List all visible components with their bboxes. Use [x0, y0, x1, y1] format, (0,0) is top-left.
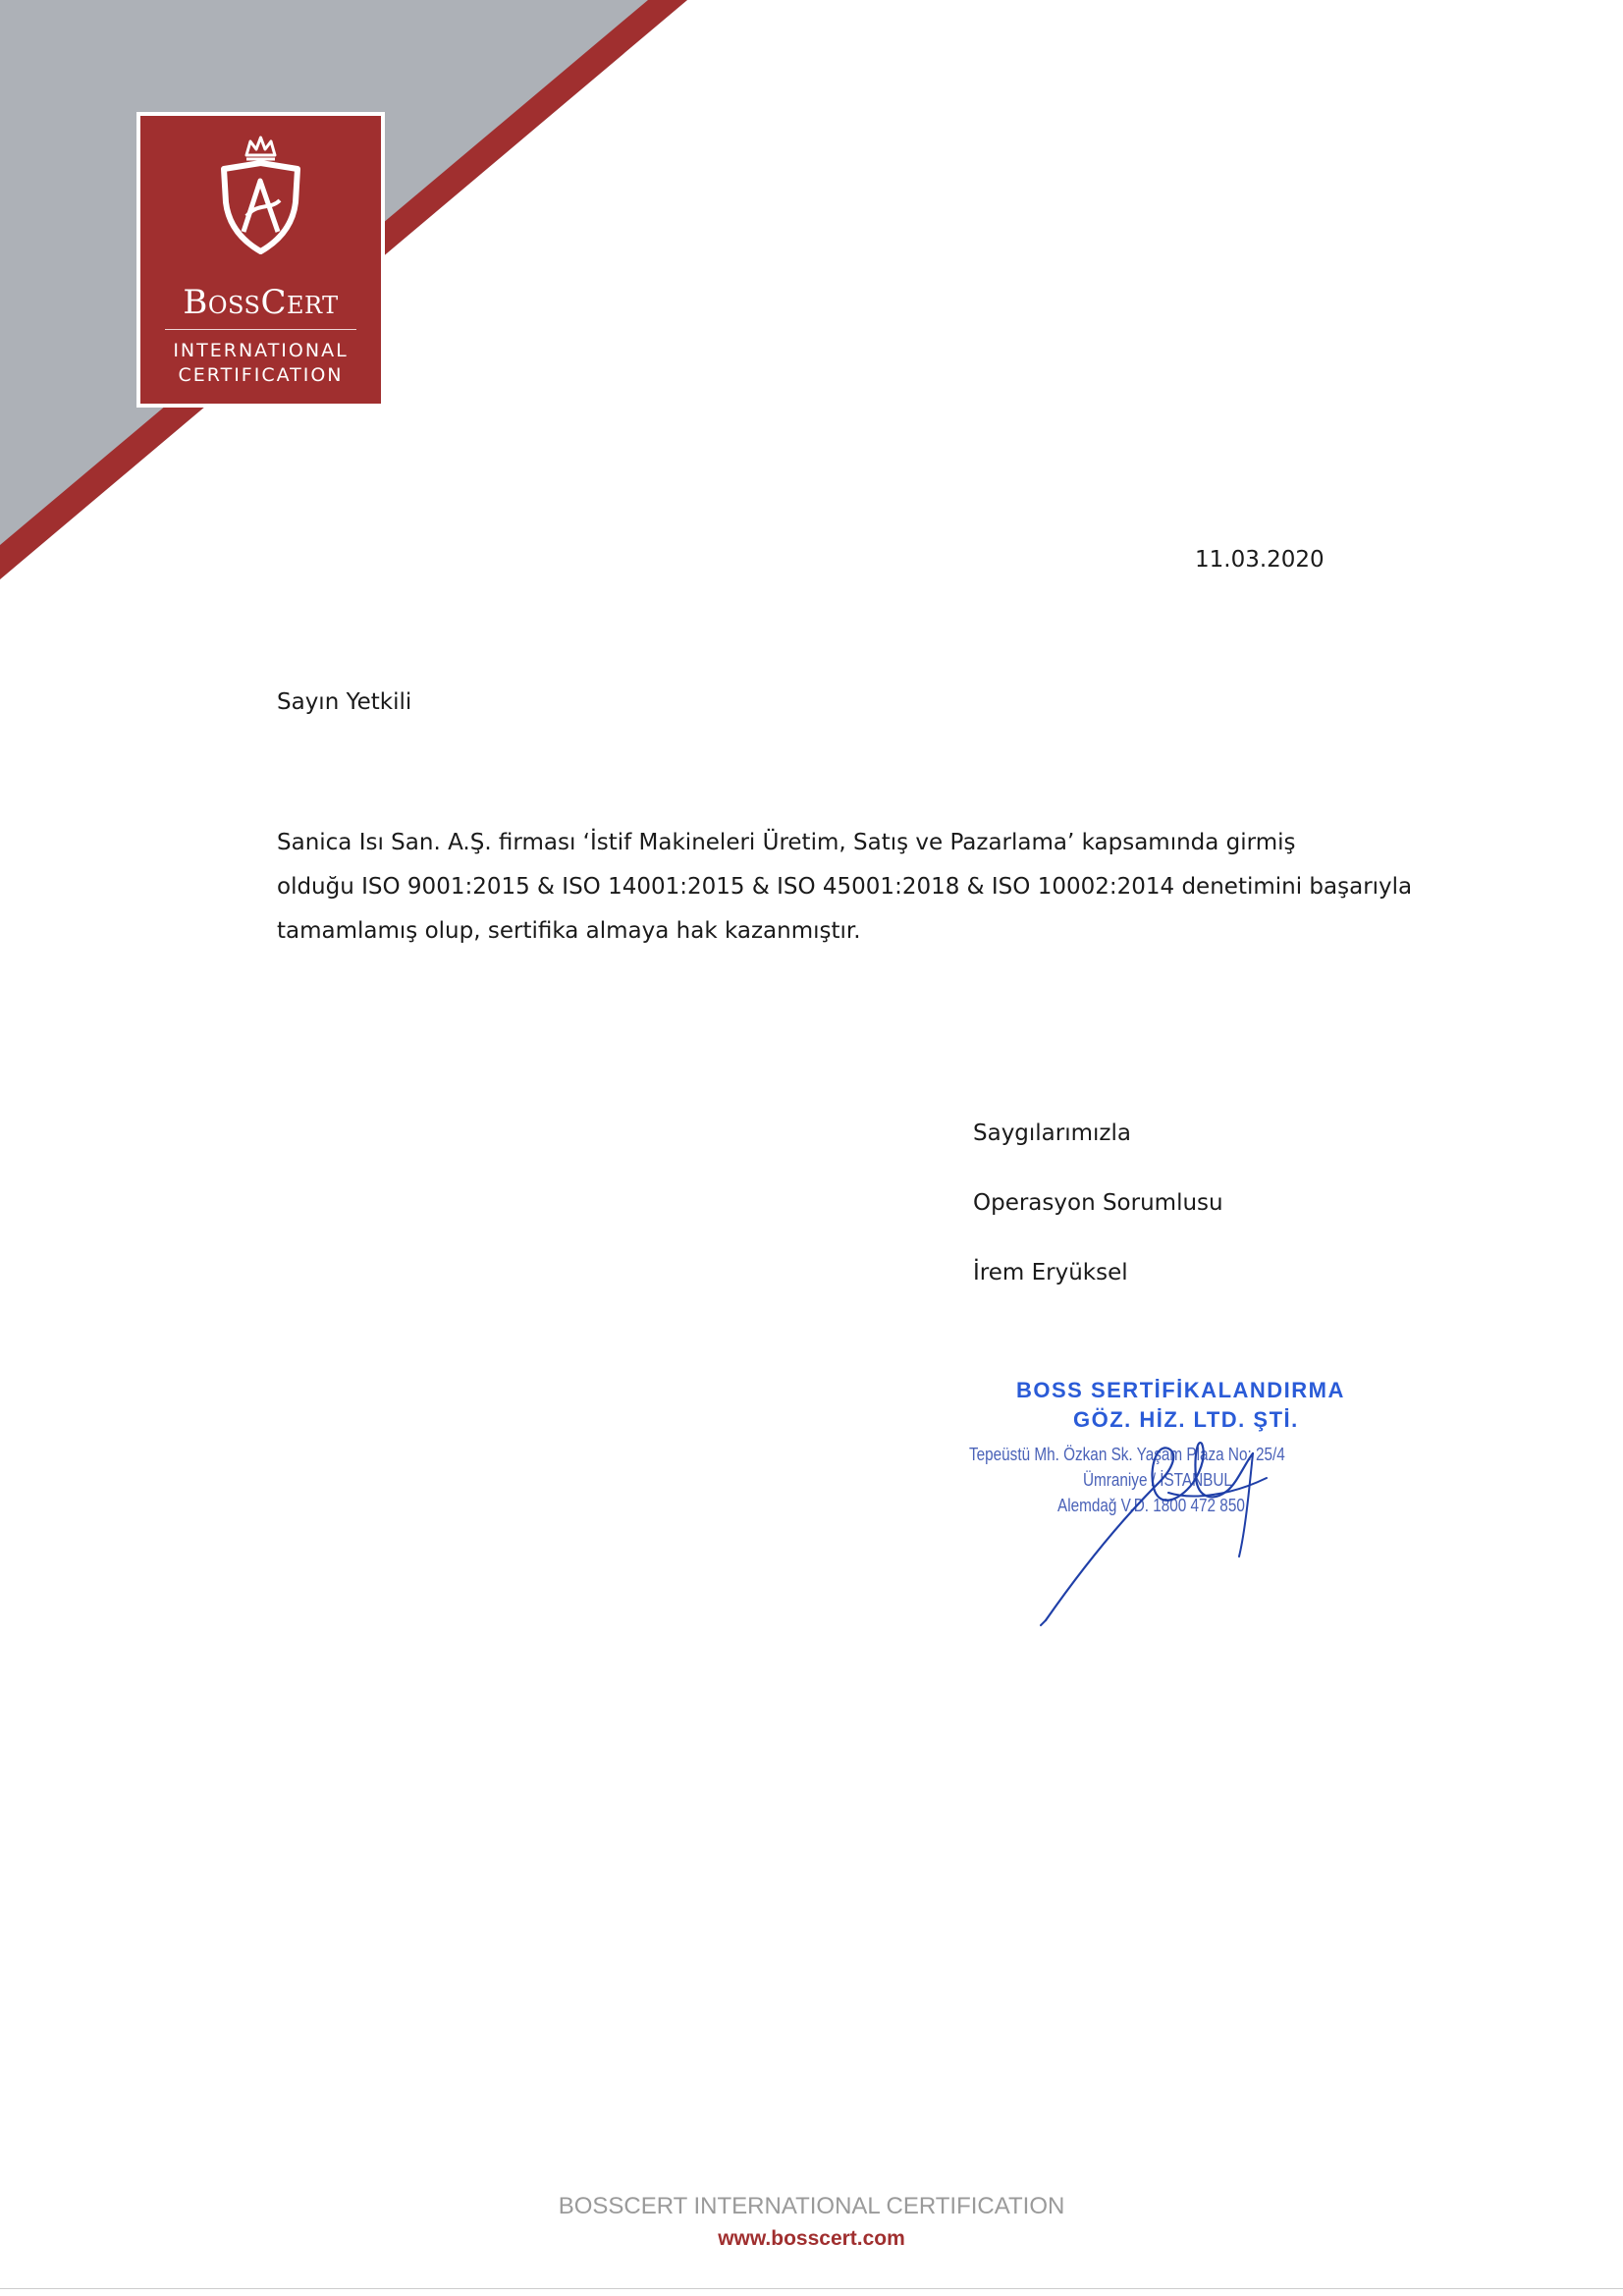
bosscert-logo [140, 116, 381, 404]
crown-shield-icon [209, 134, 312, 256]
signer-name: İrem Eryüksel [973, 1260, 1128, 1285]
logo-subtitle-line1: INTERNATIONAL [173, 340, 349, 361]
letter-date: 11.03.2020 [1195, 547, 1325, 573]
footer-website-link[interactable]: www.bosscert.com [718, 2227, 905, 2250]
letter-body [277, 821, 1413, 954]
salutation: Sayın Yetkili [277, 689, 412, 715]
closing: Saygılarımızla [973, 1121, 1131, 1146]
handwritten-signature [1021, 1385, 1316, 1640]
stamp-address: Tepeüstü Mh. Özkan Sk. Yaşam Plaza No: 25/4 [969, 1445, 1285, 1464]
stamp-city: Ümraniye / İSTANBUL [1083, 1470, 1232, 1490]
logo-divider [165, 329, 356, 330]
bottom-divider [0, 2288, 1623, 2289]
body-line: olduğu ISO 9001:2015 & ISO 14001:2015 & ISO 45001:2018 & ISO 10002:2014 denetimini başarıyla [277, 874, 1413, 900]
stamp-company-name: BOSS SERTİFİKALANDIRMA [1016, 1378, 1345, 1402]
logo-subtitle-line2: CERTIFICATION [178, 364, 344, 386]
stamp-company-type: GÖZ. HİZ. LTD. ŞTİ. [1073, 1407, 1299, 1432]
signer-title: Operasyon Sorumlusu [973, 1190, 1223, 1216]
body-line: tamamlamış olup, sertifika almaya hak kazanmıştır. [277, 918, 861, 944]
stamp-tax-office: Alemdağ V.D. 1800 472 850 [1057, 1496, 1245, 1515]
logo-brand-name: BossCert [183, 283, 339, 322]
body-line: Sanica Isı San. A.Ş. firması ‘İstif Makineleri Üretim, Satış ve Pazarlama’ kapsamında girmiş [277, 830, 1296, 855]
footer-company-name: BOSSCERT INTERNATIONAL CERTIFICATION [558, 2193, 1065, 2219]
